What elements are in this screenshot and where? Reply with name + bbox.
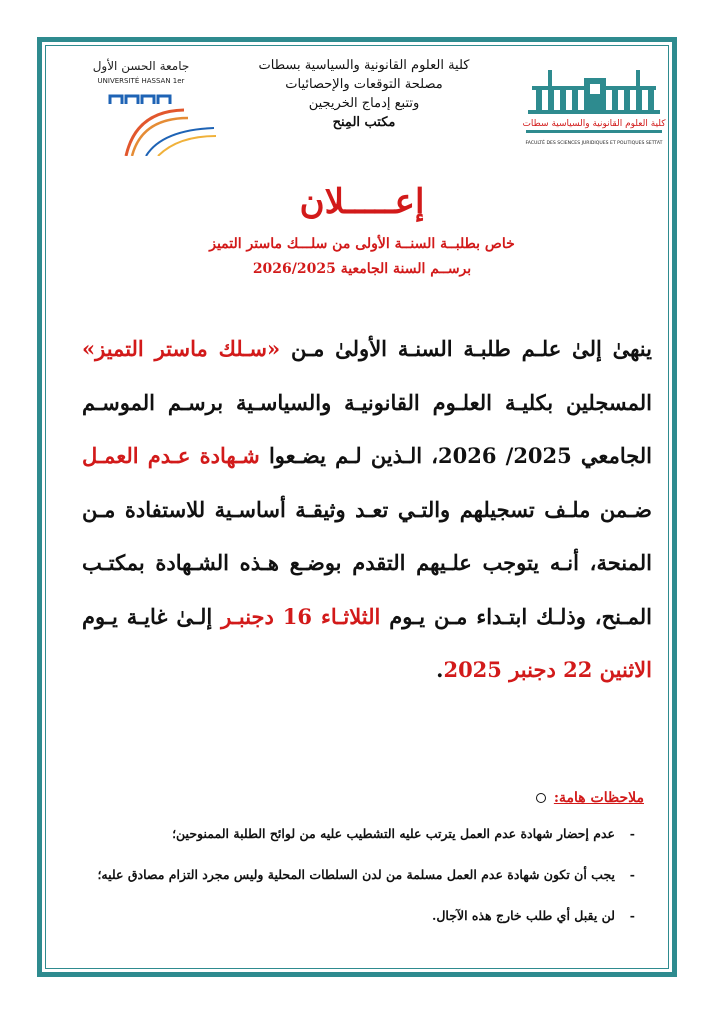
academic-year-line: برســم السنة الجامعية 2026/2025 xyxy=(252,261,472,277)
service-subname: وتتبع إدماج الخريجين xyxy=(308,96,420,111)
dash-bullet-icon: - xyxy=(629,908,635,923)
announcement-title: إعـــــلان xyxy=(299,182,425,222)
note-item: - لن يقبل أي طلب خارج هذه الآجال. xyxy=(95,904,635,928)
university-logo xyxy=(66,56,216,156)
letterhead xyxy=(48,52,668,162)
faculty-logo-arabic: كلية العلوم القانونية والسياسية سطات xyxy=(522,119,666,129)
notes-list xyxy=(95,822,635,942)
body-line-6: المـنح، وذلـك ابتـداء مـن يـوم الثلاثـاء 16 دجنبـر إلـىٰ غايـة يـوم xyxy=(82,603,652,629)
body-line-7: الاثنين 22 دجنبر 2025. xyxy=(436,657,652,682)
body-line-4: ضـمن ملـف تسجيلهم والتـي تعـد وثيقـة أساسـية للاستفادة مـن xyxy=(82,496,652,522)
faculty-name: كلية العلوم القانونية والسياسية بسطات xyxy=(258,58,470,73)
announcement-body xyxy=(82,322,652,697)
announcement-subtitle: خاص بطلبــة السنــة الأولى من سلـــك ماستر التميز xyxy=(209,236,515,252)
office-name: مكتب المِنح xyxy=(332,115,396,130)
university-logo-latin: UNIVERSITÉ HASSAN 1er xyxy=(97,77,185,85)
body-line-2: المسجلين بكليـة العلـوم القانونيـة والسياسـية برسـم الموسـم xyxy=(82,389,652,415)
notes-heading xyxy=(536,790,644,806)
dash-bullet-icon: - xyxy=(629,867,635,882)
note-item: - يجب أن تكون شهادة عدم العمل مسلمة من لدن السلطات المحلية وليس مجرد التزام مصادق عليه؛ xyxy=(95,860,635,890)
notes-title: ملاحظات هامة: xyxy=(553,790,644,806)
program-name: «سـلك ماستر التميز» xyxy=(82,336,281,361)
note-item: - عدم إحضار شهادة عدم العمل يترتب عليه التشطيب عليه من لوائح الطلبة الممنوحين؛ xyxy=(95,822,635,846)
bullet-circle-icon xyxy=(536,793,546,803)
start-date: الثلاثـاء 16 دجنبـر xyxy=(221,603,381,629)
dash-bullet-icon: - xyxy=(629,826,635,841)
body-line-1: ينهىٰ إلىٰ علـم طلبـة السنـة الأولىٰ مـن «سـلك ماستر التميز» xyxy=(82,336,652,361)
body-line-5: المنحة، أنـه يتوجب علـيهم التقدم بوضـع هـذه الشـهادة بمكتـب xyxy=(82,550,652,575)
university-logo-arabic: جامعة الحسن الأول xyxy=(92,59,190,73)
end-date: الاثنين 22 دجنبر 2025 xyxy=(443,657,652,682)
faculty-logo xyxy=(518,60,668,152)
faculty-service-header xyxy=(244,56,484,132)
faculty-logo-latin: FACULTÉ DES SCIENCES JURIDIQUES ET POLITIQUES SETTAT xyxy=(525,141,663,146)
certificate-name: شـهادة عـدم العمـل xyxy=(82,443,260,468)
body-line-3: الجامعي 2025/ 2026، الـذين لـم يضـعوا شـهادة عـدم العمـل xyxy=(82,443,652,468)
service-name: مصلحة التوقعات والإحصائيات xyxy=(285,77,443,92)
